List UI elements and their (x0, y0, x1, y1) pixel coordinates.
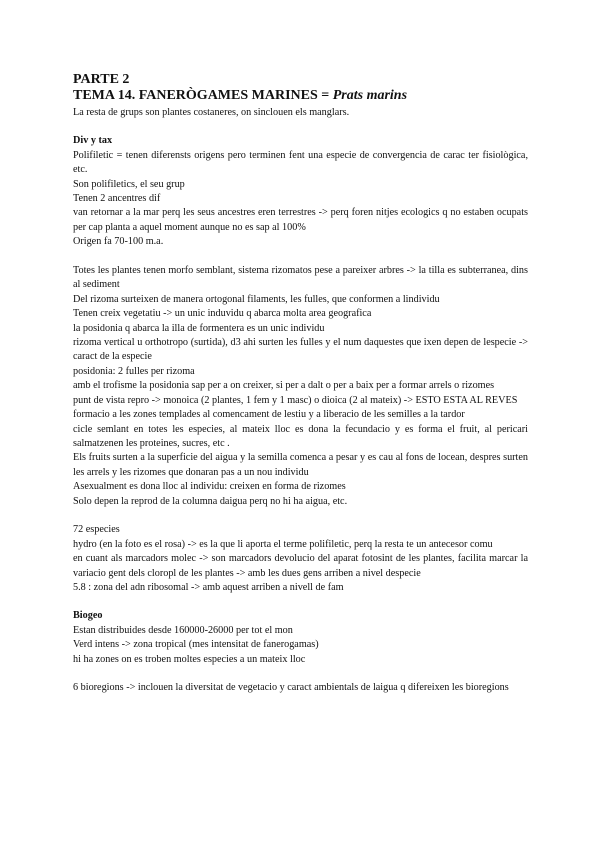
body-paragraph: Estan distribuides desde 160000-26000 per tot el mon (73, 624, 293, 636)
body-paragraph: en cuant als marcadors molec -> son marcadors devolucio del aparat fotosint de les plantes, facilita marcar la variacio gent dels cloropl de les plantes -> amb les dues gens arriben a nivel despecie (73, 553, 528, 579)
body-paragraph: Del rizoma surteixen de manera ortogonal filaments, les fulles, que conformen a lindividu (73, 293, 440, 305)
body-paragraph: Tenen 2 ancentres dif (73, 193, 161, 205)
blank-line (73, 250, 528, 264)
body-paragraph: Tenen creix vegetatiu -> un unic induvidu q abarca molta area geografica (73, 308, 372, 320)
body-paragraph: Asexualment es dona lloc al individu: creixen en forma de rizomes (73, 481, 346, 493)
section-heading: Biogeo (73, 610, 103, 622)
body-paragraph: Son polifiletics, el seu grup (73, 178, 185, 190)
body-paragraph: 5.8 : zona del adn ribosomal -> amb aquest arriben a nivell de fam (73, 581, 344, 593)
blank-line (73, 509, 528, 523)
body-paragraph: Verd intens -> zona tropical (mes intensitat de fanerogamas) (73, 639, 319, 651)
body-paragraph: Totes les plantes tenen morfo semblant, sistema rizomatos pese a pareixer arbres -> la tilla es subterranea, dins al sediment (73, 265, 528, 291)
topic-heading-main: TEMA 14. FANERÒGAMES MARINES = (73, 88, 333, 103)
body-paragraph: hydro (en la foto es el rosa) -> es la que li aporta el terme polifiletic, perq la resta te un antecesor comu (73, 538, 493, 550)
body-paragraph: 72 especies (73, 524, 120, 536)
body-paragraph: Polifiletic = tenen diferensts origens pero terminen fent una especie de convergencia de carac ter fisiològica, etc. (73, 149, 528, 176)
body-paragraph: hi ha zones on es troben moltes especies a un mateix lloc (73, 653, 306, 665)
document-content (73, 72, 528, 696)
sections-container (73, 134, 528, 695)
body-paragraph: Els fruits surten a la superficie del aigua y la semilla comenca a pesar y es cau al fons de locean, despres surten les arrels y les rizomes que donaran pas a un nou individu (73, 452, 528, 478)
topic-heading (73, 88, 528, 104)
body-paragraph: cicle semlant en totes les especies, al mateix lloc es dona la fecundacio y es forma el fruit, al pericari salmatzenen les proteines, sucres, etc . (73, 423, 528, 449)
body-paragraph: amb el trofisme la posidonia sap per a on creixer, si per a dalt o per a baix per a formar arrels o rizomes (73, 380, 495, 392)
body-paragraph: posidonia: 2 fulles per rizoma (73, 365, 195, 377)
body-paragraph: formacio a les zones templades al comencament de lestiu y a liberacio de les semilles a la tardor (73, 409, 465, 421)
blank-line (73, 667, 528, 681)
body-paragraph: Solo depen la reprod de la columna daigua perq no hi ha aigua, etc. (73, 495, 348, 507)
intro-paragraph: La resta de grups son plantes costaneres, on sinclouen els manglars. (73, 107, 350, 118)
body-paragraph: van retornar a la mar perq les seus ancestres eren terrestres -> perq foren nitjes ecologics q no estaben ocupats per cap planta a aquel moment aunque no es sap al 100% (73, 207, 528, 233)
section-heading: Div y tax (73, 135, 113, 147)
body-paragraph: la posidonia q abarca la illa de formentera es un unic individu (73, 322, 325, 334)
part-heading: PARTE 2 (73, 72, 130, 87)
topic-heading-emphasis: Prats marins (332, 88, 408, 103)
body-paragraph: rizoma vertical u orthotropo (surtida), d3 ahi surten les fulles y el num daquestes que ixen depen de lespecie -> caract de la especie (73, 337, 528, 363)
body-paragraph: 6 bioregions -> inclouen la diversitat de vegetacio y caract ambientals de laigua q difereixen les bioregions (73, 682, 509, 694)
body-paragraph: Origen fa 70-100 m.a. (73, 236, 164, 248)
body-paragraph: punt de vista repro -> monoica (2 plantes, 1 fem y 1 masc) o dioica (2 al mateix) -> ESTO ESTA AL REVES (73, 394, 518, 406)
